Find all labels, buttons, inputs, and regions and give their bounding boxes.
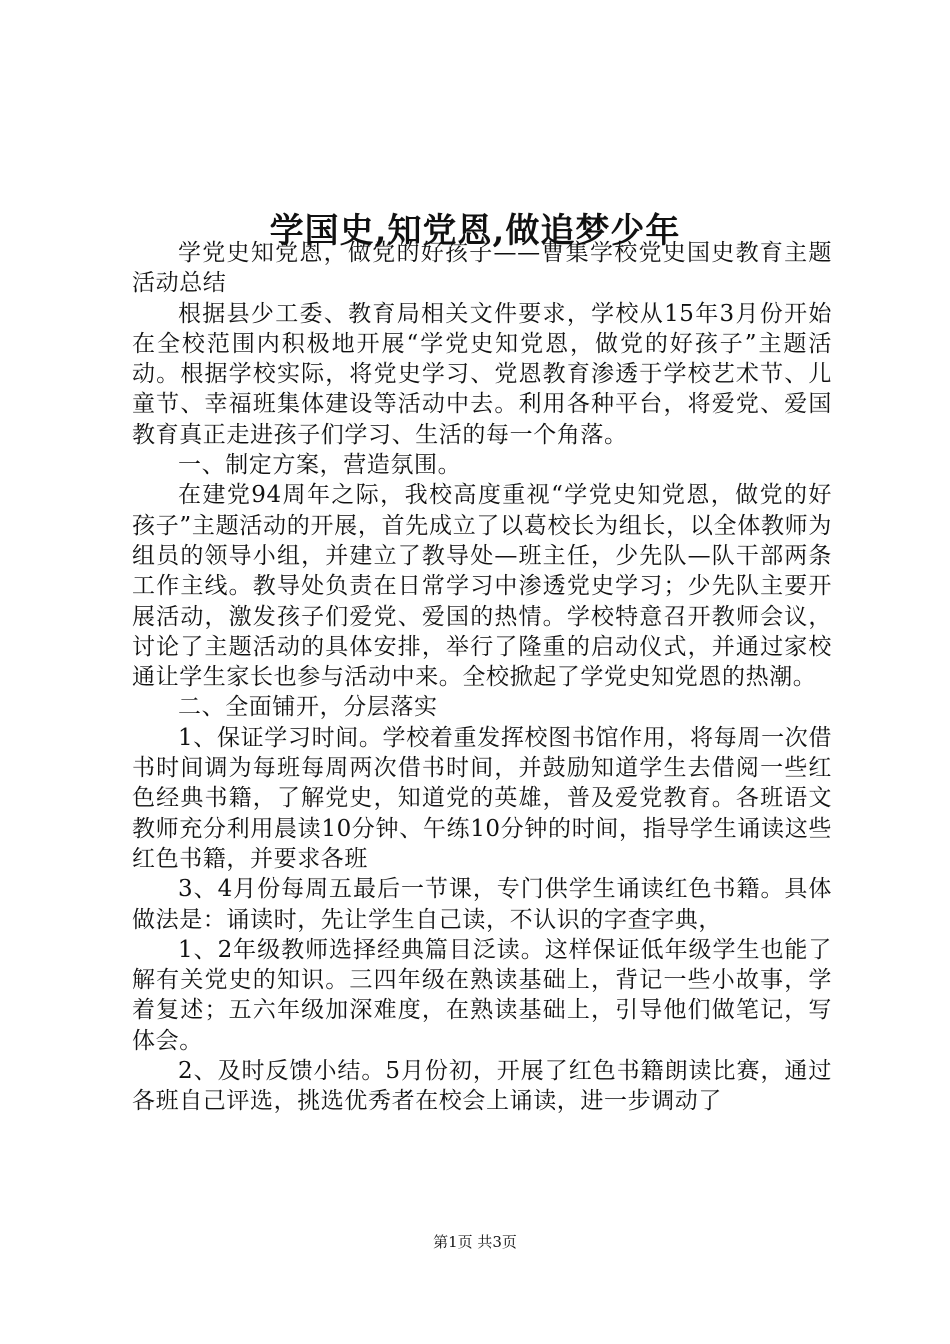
document-title: 学国史,知党恩,做追梦少年 xyxy=(269,210,681,251)
paragraph-section-1: 在建党94周年之际，我校高度重视“学党史知党恩，做党的好孩子”主题活动的开展，首先成立了以葛校长为组长，以全体教师为组员的领导小组，并建立了教导处—班主任，少先队—队干部两条工作主线。教导处负责在日常学习中渗透党史学习；少先队主要开展活动，激发孩子们爱党、爱国的热情。学校特意召开教师会议，讨论了主题活动的具体安排，举行了隆重的启动仪式，并通过家校通让学生家长也参与活动中来。全校掀起了学党史知党恩的热潮。 xyxy=(132,482,832,691)
paragraph-intro: 根据县少工委、教育局相关文件要求，学校从15年3月份开始在全校范围内积极地开展“学党史知党恩，做党的好孩子”主题活动。根据学校实际，将党史学习、党恩教育渗透于学校艺术节、儿童节、幸福班集体建设等活动中去。利用各种平台，将爱党、爱国教育真正走进孩子们学习、生活的每一个角落。 xyxy=(132,300,832,448)
paragraph-item-1: 1、保证学习时间。学校着重发挥校图书馆作用，将每周一次借书时间调为每班每周两次借书时间，并鼓励知道学生去借阅一些红色经典书籍，了解党史，知道党的英雄，普及爱党教育。各班语文教师充分利用晨读10分钟、午练10分钟的时间，指导学生诵读这些红色书籍，并要求各班 xyxy=(132,724,832,872)
paragraph-item-2: 2、及时反馈小结。5月份初，开展了红色书籍朗读比赛，通过各班自己评选，挑选优秀者在校会上诵读，进一步调动了 xyxy=(132,1058,832,1115)
document-body xyxy=(132,238,832,1117)
paragraph-item-3: 3、4月份每周五最后一节课，专门供学生诵读红色书籍。具体做法是：诵读时，先让学生自己读，不认识的字查字典， xyxy=(132,876,832,933)
section-heading-2: 二、全面铺开，分层落实 xyxy=(178,694,438,721)
paragraph-subtitle: 学党史知党恩，做党的好孩子——曹集学校党史国史教育主题活动总结 xyxy=(132,240,832,297)
page-footer: 第1页 共3页 xyxy=(433,1233,517,1251)
paragraph-item-1-2: 1、2年级教师选择经典篇目泛读。这样保证低年级学生也能了解有关党史的知识。三四年级在熟读基础上，背记一些小故事，学着复述；五六年级加深难度，在熟读基础上，引导他们做笔记，写体会。 xyxy=(132,936,832,1054)
section-heading-1: 一、制定方案，营造氛围。 xyxy=(178,452,462,479)
